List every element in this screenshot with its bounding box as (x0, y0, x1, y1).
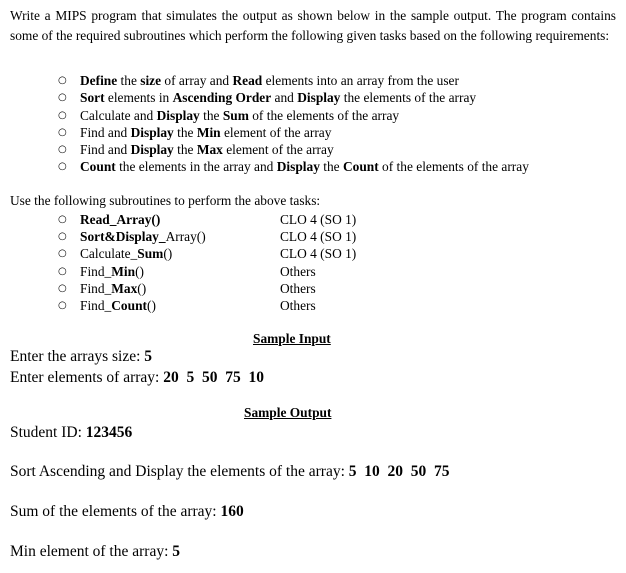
requirement-item (58, 158, 529, 175)
bold-text-segment: Ascending Order (172, 90, 272, 106)
text-segment: Find and (80, 124, 131, 140)
subroutine-item (58, 263, 316, 280)
text-segment: () (163, 246, 173, 262)
text-segment: Array() (165, 229, 206, 245)
subroutine-clo: Others (280, 297, 316, 313)
hollow-bullet-icon: ○ (58, 299, 67, 311)
bold-text-segment: Display (297, 90, 341, 106)
hollow-bullet-icon: ○ (58, 231, 67, 243)
text-segment: Calculate_ (80, 246, 138, 262)
size-label: Enter the arrays size: (10, 348, 145, 365)
student-id-line (10, 424, 132, 442)
subroutine-name (80, 246, 172, 261)
sum-output-label: Sum of the elements of the array: (10, 503, 221, 520)
subroutine-item (58, 211, 357, 228)
text-segment: Calculate and (80, 107, 157, 123)
requirement-item (58, 107, 529, 124)
hollow-bullet-icon: ○ (58, 282, 67, 294)
text-segment: () (135, 263, 144, 279)
min-output-label: Min element of the array: (10, 543, 173, 560)
subroutines-list (58, 211, 357, 314)
bold-text-segment: Sort (80, 90, 105, 106)
bold-text-segment: Define (80, 73, 118, 88)
min-output-line (10, 543, 180, 561)
bold-text-segment: size (140, 73, 162, 88)
sum-output-value: 160 (220, 503, 244, 520)
text-segment: the elements in the array and (115, 159, 277, 175)
text-segment: the (173, 124, 197, 140)
subroutine-item (58, 280, 316, 297)
bold-text-segment: Sort&Display_ (80, 229, 166, 245)
sorted-output-label: Sort Ascending and Display the elements of the array: (10, 463, 349, 480)
subroutine-clo: Others (280, 263, 316, 279)
sample-input-title: Sample Input (253, 331, 331, 346)
text-segment: () (147, 297, 156, 313)
student-id-value: 123456 (85, 424, 133, 441)
text-segment: the (319, 159, 343, 175)
hollow-bullet-icon: ○ (58, 109, 67, 121)
text-segment: elements into an array from the user (262, 73, 459, 88)
text-segment: the (199, 107, 223, 123)
subroutine-item (58, 245, 357, 262)
text-segment: Find_ (80, 263, 112, 279)
bold-text-segment: Min (111, 263, 136, 279)
sample-input-size-line (10, 348, 152, 366)
bold-text-segment: Read_Array() (80, 212, 161, 227)
elements-label: Enter elements of array: (10, 369, 164, 386)
sum-output-line (10, 503, 244, 521)
subroutine-clo: CLO 4 (SO 1) (280, 212, 357, 227)
subroutine-clo: Others (280, 280, 316, 296)
subroutine-name (80, 212, 160, 227)
hollow-bullet-icon: ○ (58, 248, 67, 260)
text-segment: Find and (80, 142, 131, 158)
hollow-bullet-icon: ○ (58, 144, 67, 156)
text-segment: element of the array (222, 142, 334, 158)
bold-text-segment: Display (276, 159, 320, 175)
sample-input-elements-line (10, 369, 264, 387)
hollow-bullet-icon: ○ (58, 214, 67, 225)
hollow-bullet-icon: ○ (58, 265, 67, 277)
text-segment: of the elements of the array (248, 107, 400, 123)
requirement-item (58, 141, 529, 158)
subroutines-intro: Use the following subroutines to perform the above tasks: (10, 193, 321, 208)
min-output-value: 5 (172, 543, 181, 560)
bold-text-segment: Count (111, 297, 147, 313)
subroutine-name (80, 298, 156, 313)
assignment-intro: Write a MIPS program that simulates the output as shown below in the sample output. The program contains some of the required subroutines which perform the following given tasks based on the following requirements: (10, 8, 616, 43)
sorted-output-line (10, 463, 450, 481)
text-segment: elements in (104, 90, 173, 106)
subroutine-item (58, 228, 357, 245)
text-segment: the elements of the array (340, 90, 477, 106)
sorted-output-value: 5 10 20 50 75 (348, 463, 450, 480)
bold-text-segment: Max (111, 280, 138, 296)
bold-text-segment: Sum (137, 246, 164, 262)
text-segment: () (137, 280, 147, 296)
subroutine-name (80, 264, 144, 279)
requirement-item (58, 89, 529, 106)
text-segment: and (271, 90, 298, 106)
bold-text-segment: Count (80, 159, 116, 175)
subroutine-name (80, 229, 206, 244)
text-segment: element of the array (220, 124, 332, 140)
text-segment: Find_ (80, 297, 112, 313)
subroutine-name (80, 281, 146, 296)
hollow-bullet-icon: ○ (58, 92, 67, 104)
student-id-label: Student ID: (10, 424, 86, 441)
hollow-bullet-icon: ○ (58, 161, 67, 173)
bold-text-segment: Min (196, 124, 221, 140)
elements-value: 20 5 50 75 10 (163, 369, 264, 386)
size-value: 5 (144, 348, 153, 365)
bold-text-segment: Max (196, 142, 223, 158)
text-segment: of the elements of the array (378, 159, 529, 175)
bold-text-segment: Read (232, 73, 263, 88)
subroutine-clo: CLO 4 (SO 1) (280, 229, 357, 245)
bold-text-segment: Display (130, 142, 174, 158)
hollow-bullet-icon: ○ (58, 75, 67, 86)
requirements-list (58, 72, 529, 176)
bold-text-segment: Sum (222, 107, 249, 123)
requirement-item (58, 72, 529, 89)
sample-output-title: Sample Output (244, 405, 332, 420)
subroutine-item (58, 297, 316, 314)
text-segment: the (117, 73, 141, 88)
bold-text-segment: Count (342, 159, 379, 175)
bold-text-segment: Display (130, 124, 174, 140)
text-segment: of array and (161, 73, 233, 88)
text-segment: Find_ (80, 280, 112, 296)
bold-text-segment: Display (156, 107, 200, 123)
hollow-bullet-icon: ○ (58, 126, 67, 138)
text-segment: the (173, 142, 197, 158)
requirement-item (58, 124, 529, 141)
subroutine-clo: CLO 4 (SO 1) (280, 246, 357, 262)
